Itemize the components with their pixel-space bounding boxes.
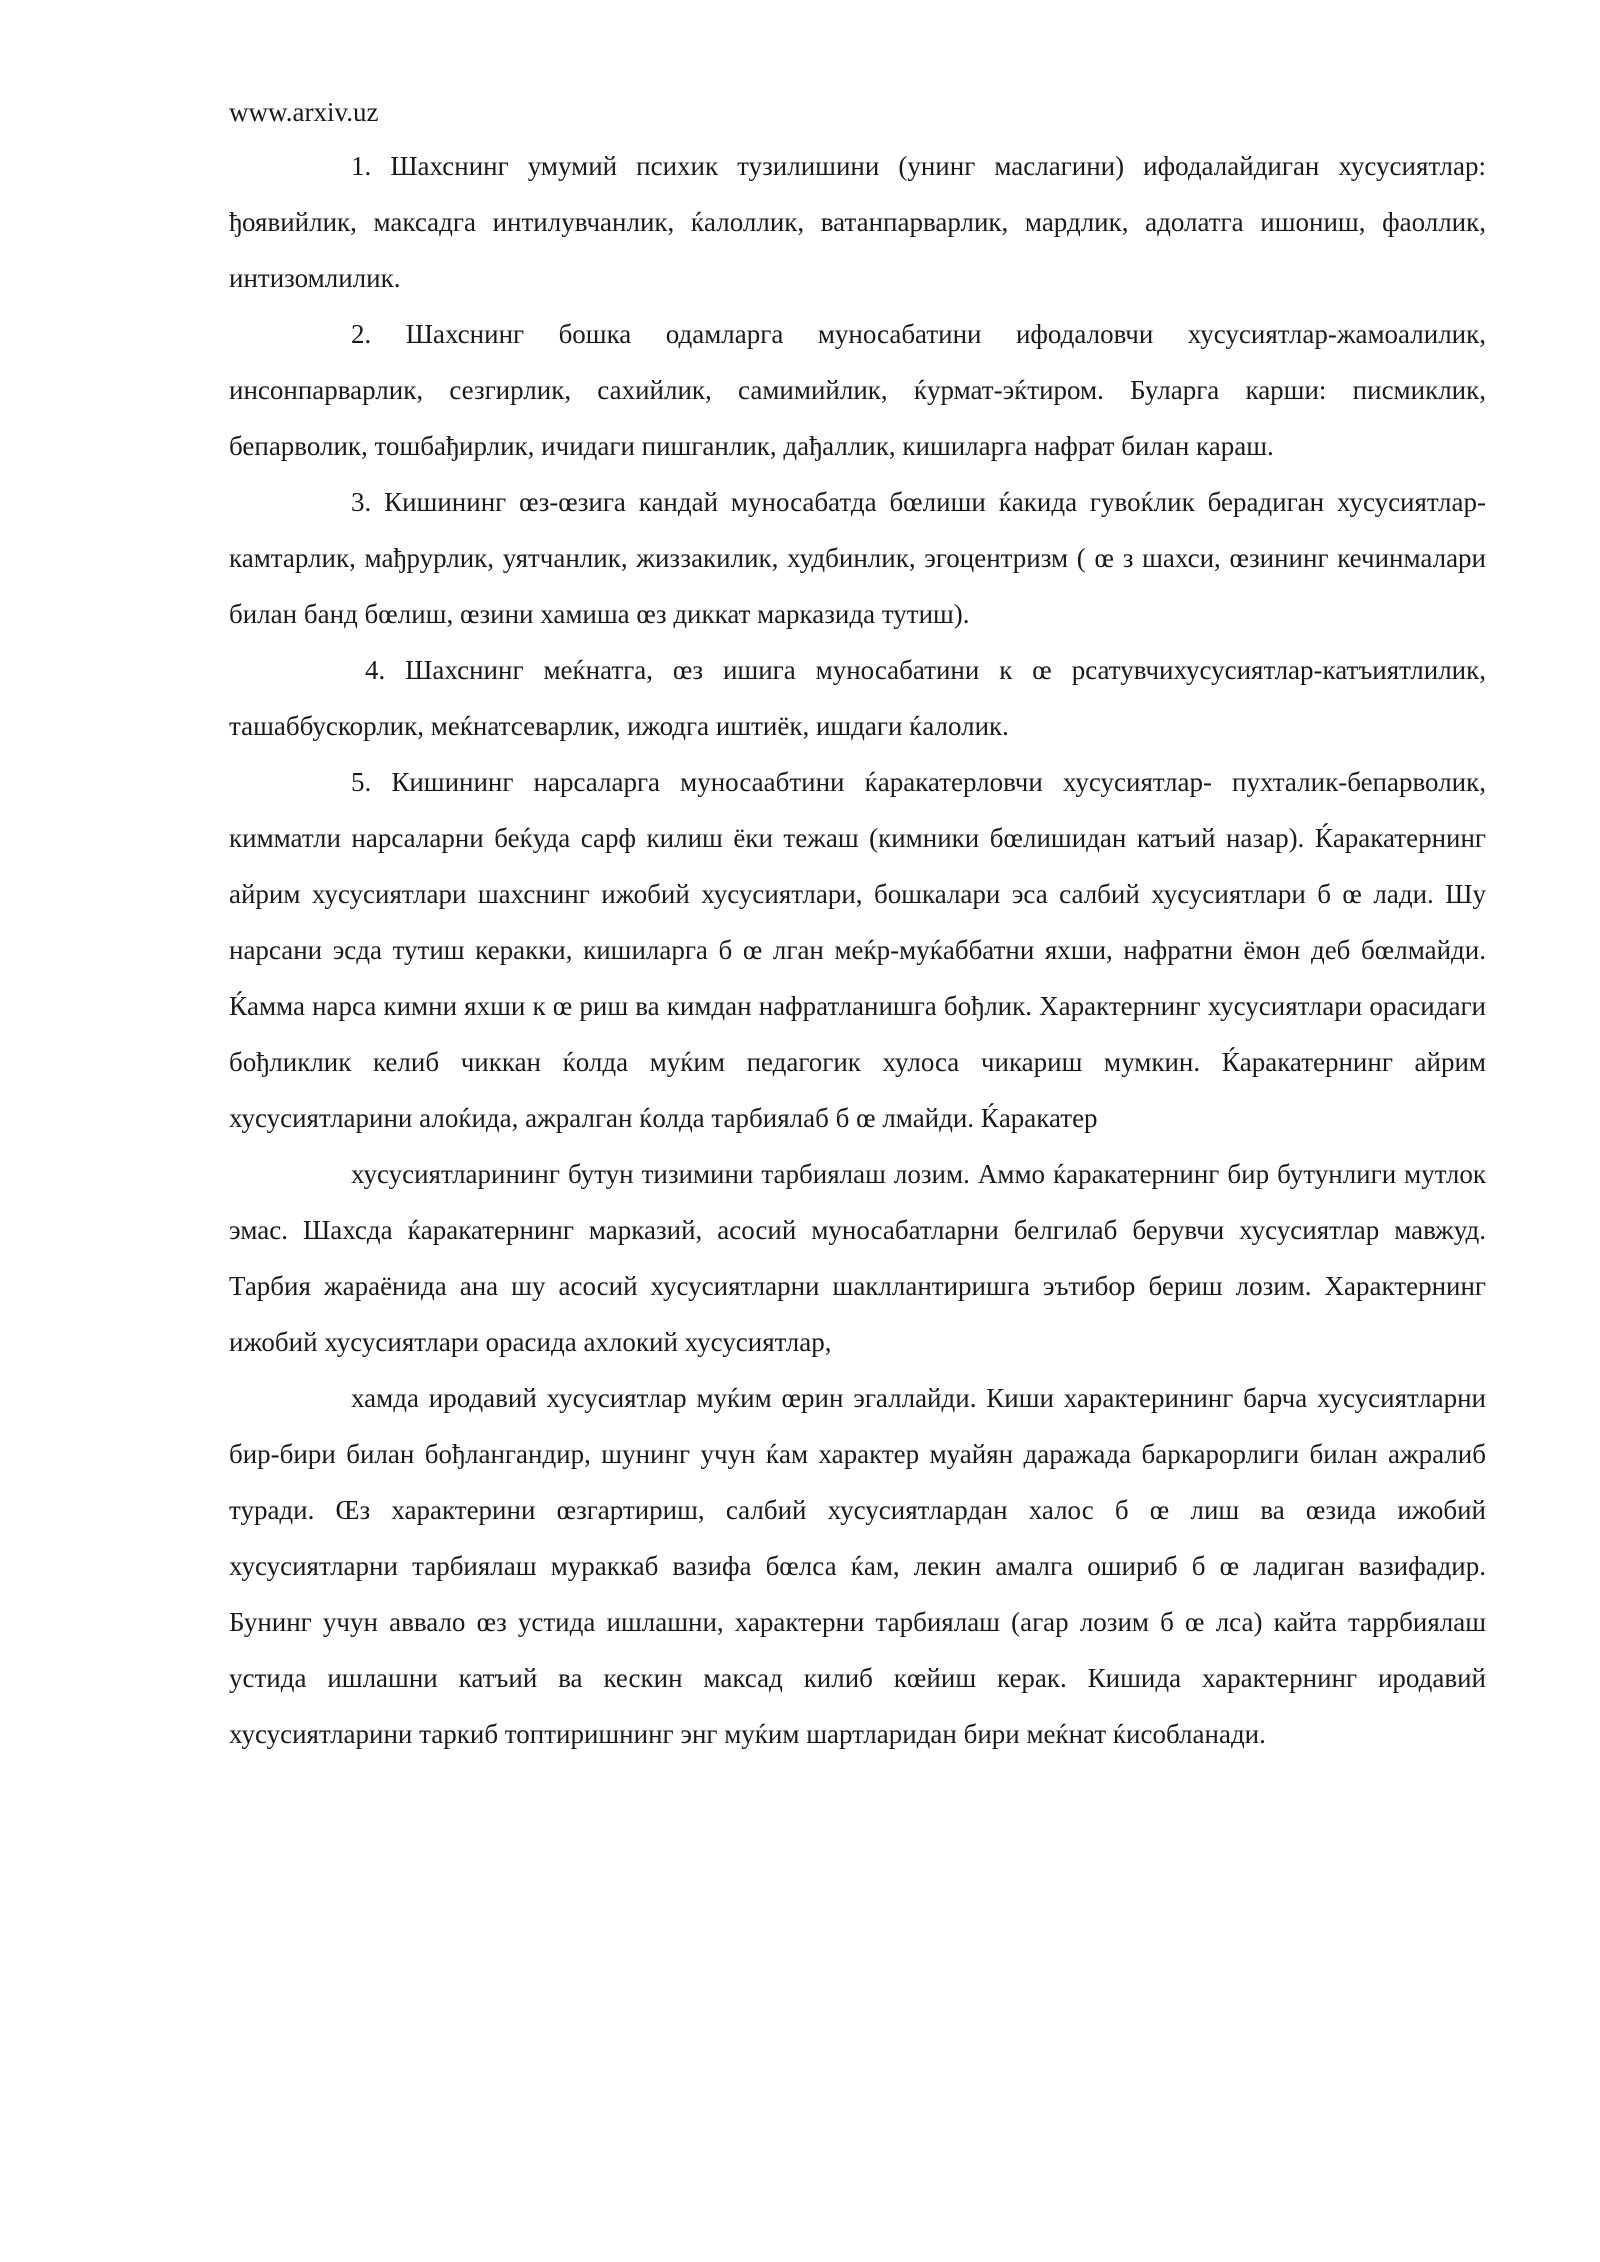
paragraph-item-1: 1. Шахснинг умумий психик тузилишини (унинг маслагини) ифодалайдиган хусусиятлар: ђоявийлик, максадга интилувчанлик, ќалоллик, ватанпарварлик, мардлик, адолатга ишониш, фаоллик, интизомлилик. [229, 151, 1486, 293]
paragraph-item-4: 4. Шахснинг меќнатга, œз ишига муносабатини к œ рсатувчихусусиятлар-катъиятлилик, ташаббускорлик, меќнатсеварлик, ижодга иштиёк, ишдаги ќалолик. [229, 655, 1486, 741]
paragraph-continuation-2: хамда иродавий хусусиятлар муќим œрин эгаллайди. Киши характерининг барча хусусиятларни бир-бири билан бођлангандир, шунинг учун ќам характер муайян даражада баркарорлиги билан ажралиб туради. Œз характерини œзгартириш, салбий хусусиятлардан халос б œ лиш ва œзида ижобий хусусиятларни тарбиялаш мураккаб вазифа бœлса ќам, лекин амалга ошириб б œ ладиган вазифадир. Бунинг учун аввало œз устида ишлашни, характерни тарбиялаш (агар лозим б œ лса) кайта таррбиялаш устида ишлашни катъий ва кескин максад килиб кœйиш керак. Кишида характернинг иродавий хусусиятларини таркиб топтиришнинг энг муќим шартларидан бири меќнат ќисобланади. [229, 1383, 1486, 1749]
paragraph-item-3: 3. Кишининг œз-œзига кандай муносабатда бœлиши ќакида гувоќлик берадиган хусусиятлар-камтарлик, мађрурлик, уятчанлик, жиззакилик, худбинлик, эгоцентризм ( œ з шахси, œзининг кечинмалари билан банд бœлиш, œзини хамиша œз диккат марказида тутиш). [229, 487, 1486, 629]
site-url: www.arxiv.uz [229, 97, 379, 127]
paragraph-item-5: 5. Кишининг нарсаларга муносаабтини ќаракатерловчи хусусиятлар- пухталик-бепарволик, кимматли нарсаларни беќуда сарф килиш ёки тежаш (кимники бœлишидан катъий назар). Ќаракатернинг айрим хусусиятлари шахснинг ижобий хусусиятлари, бошкалари эса салбий хусусиятлари б œ лади. Шу нарсани эсда тутиш керакки, кишиларга б œ лган меќр-муќаббатни яхши, нафратни ёмон деб бœлмайди. Ќамма нарса кимни яхши к œ риш ва кимдан нафратланишга бођлик. Характернинг хусусиятлари орасидаги бођликлик келиб чиккан ќолда муќим педагогик хулоса чикариш мумкин. Ќаракатернинг айрим хусусиятларини алоќида, ажралган ќолда тарбиялаб б œ лмайди. Ќаракатер [229, 767, 1486, 1133]
document-page [229, 92, 1486, 1762]
paragraph-continuation-1: хусусиятларининг бутун тизимини тарбиялаш лозим. Аммо ќаракатернинг бир бутунлиги мутлок эмас. Шахсда ќаракатернинг марказий, асосий муносабатларни белгилаб берувчи хусусиятлар мавжуд. Тарбия жараёнида ана шу асосий хусусиятларни шакллантиришга эътибор бериш лозим. Характернинг ижобий хусусиятлари орасида ахлокий хусусиятлар, [229, 1159, 1486, 1357]
paragraph-item-2: 2. Шахснинг бошка одамларга муносабатини ифодаловчи хусусиятлар-жамоалилик, инсонпарварлик, сезгирлик, сахийлик, самимийлик, ќурмат-эќтиром. Буларга карши: писмиклик, бепарволик, тошбађирлик, ичидаги пишганлик, дађаллик, кишиларга нафрат билан караш. [229, 319, 1486, 461]
